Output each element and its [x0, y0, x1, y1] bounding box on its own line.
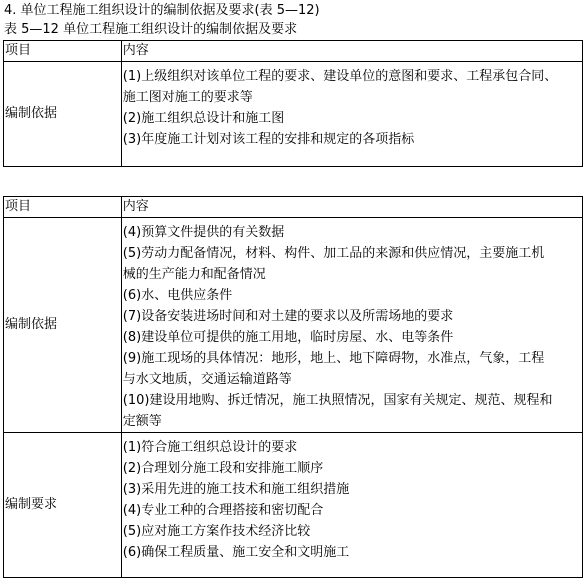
header-content: 内容: [121, 197, 582, 218]
row-label-requirements: 编制要求: [4, 433, 122, 578]
list-item: 与水文地质，交通运输道路等: [122, 372, 292, 387]
list-item: (8)建设单位可提供的施工用地，临时房屋、水、电等条件: [122, 330, 454, 345]
list-item: (6)水、电供应条件: [122, 288, 233, 303]
list-item: (3)年度施工计划对该工程的安排和规定的各项指标: [122, 132, 415, 147]
list-item: (6)确保工程质量、施工安全和文明施工: [122, 545, 350, 560]
list-item: (7)设备安装进场时间和对土建的要求以及所需场地的要求: [122, 309, 454, 324]
row-content-basis: [121, 218, 582, 433]
list-item: (2)施工组织总设计和施工图: [122, 111, 285, 126]
list-item: (1)符合施工组织总设计的要求: [122, 440, 298, 455]
list-item: 定额等: [122, 414, 162, 429]
row-label-basis: 编制依据: [4, 218, 122, 433]
list-item: 施工图对施工的要求等: [122, 90, 253, 105]
row-content-basis: [121, 62, 582, 167]
header-item: 项目: [4, 41, 122, 62]
list-item: (3)采用先进的施工技术和施工组织措施: [122, 482, 350, 497]
header-item: 项目: [4, 197, 122, 218]
list-item: (10)建设用地购、拆迁情况，施工执照情况，国家有关规定、规范、规程和: [122, 393, 553, 408]
list-item: (4)预算文件提供的有关数据: [122, 225, 285, 240]
header-content: 内容: [121, 41, 582, 62]
list-item: (1)上级组织对该单位工程的要求、建设单位的意图和要求、工程承包合同、: [122, 69, 558, 84]
list-item: (4)专业工种的合理搭接和密切配合: [122, 503, 324, 518]
list-item: (5)劳动力配备情况，材料、构件、加工品的来源和供应情况，主要施工机: [122, 246, 545, 261]
row-content-requirements: [121, 433, 582, 578]
list-item: (5)应对施工方案作技术经济比较: [122, 524, 311, 539]
section-title: 4. 单位工程施工组织设计的编制依据及要求(表 5—12): [4, 3, 320, 18]
row-label-basis: 编制依据: [4, 62, 122, 167]
list-item: (2)合理划分施工段和安排施工顺序: [122, 461, 324, 476]
requirements-table-1: [3, 40, 583, 167]
requirements-table-2: [3, 196, 583, 578]
table-caption: 表 5—12 单位工程施工组织设计的编制依据及要求: [4, 22, 298, 37]
list-item: (9)施工现场的具体情况：地形，地上、地下障碍物，水准点，气象，工程: [122, 351, 545, 366]
list-item: 械的生产能力和配备情况: [122, 267, 266, 282]
